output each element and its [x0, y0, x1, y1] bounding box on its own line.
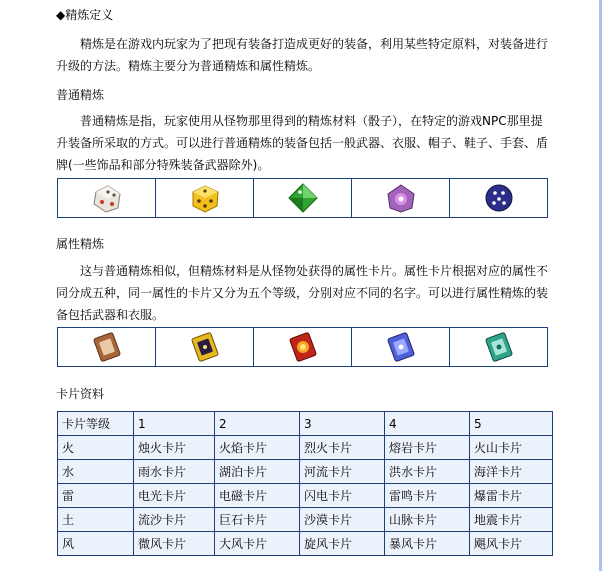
table-header-row: [58, 412, 553, 436]
white-dice-icon: [90, 182, 124, 214]
table-cell: 洪水卡片: [385, 460, 470, 484]
table-cell: 湖泊卡片: [215, 460, 300, 484]
table-cell: 流沙卡片: [134, 508, 215, 532]
yellow-dice-icon: [188, 182, 222, 214]
card-cell: [156, 328, 254, 367]
header-cell: 5: [470, 412, 553, 436]
table-cell: 地震卡片: [470, 508, 553, 532]
card-icon-table: [57, 327, 548, 367]
table-cell: 飓风卡片: [470, 532, 553, 556]
table-cell: 火山卡片: [470, 436, 553, 460]
dice-cell: [352, 179, 450, 218]
table-cell: 微风卡片: [134, 532, 215, 556]
definition-text: 精炼是在游戏内玩家为了把现有装备打造成更好的装备，利用某些特定原料，对装备进行升级的方法。精炼主要分为普通精炼和属性精炼。: [56, 37, 549, 73]
header-cell: 3: [300, 412, 385, 436]
table-row: [58, 508, 553, 532]
header-cell: 4: [385, 412, 470, 436]
red-card-icon: [286, 331, 320, 363]
dice-cell: [254, 179, 352, 218]
table-cell: 闪电卡片: [300, 484, 385, 508]
card-data-title: 卡片资料: [56, 387, 105, 401]
element-cell: 风: [58, 532, 134, 556]
dice-cell: [450, 179, 548, 218]
card-data-table: [57, 411, 553, 556]
definition-title: ◆精炼定义: [56, 8, 114, 22]
header-cell: 1: [134, 412, 215, 436]
table-row: [58, 532, 553, 556]
table-row: [58, 484, 553, 508]
table-cell: 大风卡片: [215, 532, 300, 556]
table-cell: 爆雷卡片: [470, 484, 553, 508]
table-cell: 火焰卡片: [215, 436, 300, 460]
table-cell: 暴风卡片: [385, 532, 470, 556]
card-cell: [352, 328, 450, 367]
element-cell: 火: [58, 436, 134, 460]
table-cell: 旋风卡片: [300, 532, 385, 556]
element-cell: 水: [58, 460, 134, 484]
table-cell: 电光卡片: [134, 484, 215, 508]
table-cell: 海洋卡片: [470, 460, 553, 484]
attribute-refine-title: 属性精炼: [56, 237, 105, 251]
teal-card-icon: [482, 331, 516, 363]
purple-dice-icon: [384, 182, 418, 214]
dice-cell: [58, 179, 156, 218]
table-row: [58, 436, 553, 460]
header-cell: 2: [215, 412, 300, 436]
table-cell: 沙漠卡片: [300, 508, 385, 532]
table-cell: 熔岩卡片: [385, 436, 470, 460]
attribute-refine-text: 这与普通精炼相似，但精炼材料是从怪物处获得的属性卡片。属性卡片根据对应的属性不同分成五种，同一属性的卡片又分为五个等级，分别对应不同的名字。可以进行属性精炼的装备包括武器和衣服。: [56, 264, 549, 322]
blue-card-icon: [384, 331, 418, 363]
table-cell: 山脉卡片: [385, 508, 470, 532]
table-cell: 雷鸣卡片: [385, 484, 470, 508]
blue-dice-icon: [482, 182, 516, 214]
header-cell: 卡片等级: [58, 412, 134, 436]
table-cell: 河流卡片: [300, 460, 385, 484]
element-cell: 雷: [58, 484, 134, 508]
brown-card-icon: [90, 331, 124, 363]
table-cell: 烈火卡片: [300, 436, 385, 460]
green-gem-dice-icon: [286, 182, 320, 214]
dice-cell: [156, 179, 254, 218]
card-cell: [254, 328, 352, 367]
table-cell: 电磁卡片: [215, 484, 300, 508]
normal-refine-text: 普通精炼是指，玩家使用从怪物那里得到的精炼材料（骰子），在特定的游戏NPC那里提升装备所采取的方式。可以进行普通精炼的装备包括一般武器、衣服、帽子、鞋子、手套、盾牌(一些饰品和部分特殊装备武器除外)。: [56, 114, 549, 172]
element-cell: 土: [58, 508, 134, 532]
card-cell: [58, 328, 156, 367]
table-cell: 巨石卡片: [215, 508, 300, 532]
card-cell: [450, 328, 548, 367]
dice-icon-table: [57, 178, 548, 218]
table-cell: 烛火卡片: [134, 436, 215, 460]
table-row: [58, 460, 553, 484]
table-cell: 雨水卡片: [134, 460, 215, 484]
yellow-card-icon: [188, 331, 222, 363]
normal-refine-title: 普通精炼: [56, 88, 105, 102]
